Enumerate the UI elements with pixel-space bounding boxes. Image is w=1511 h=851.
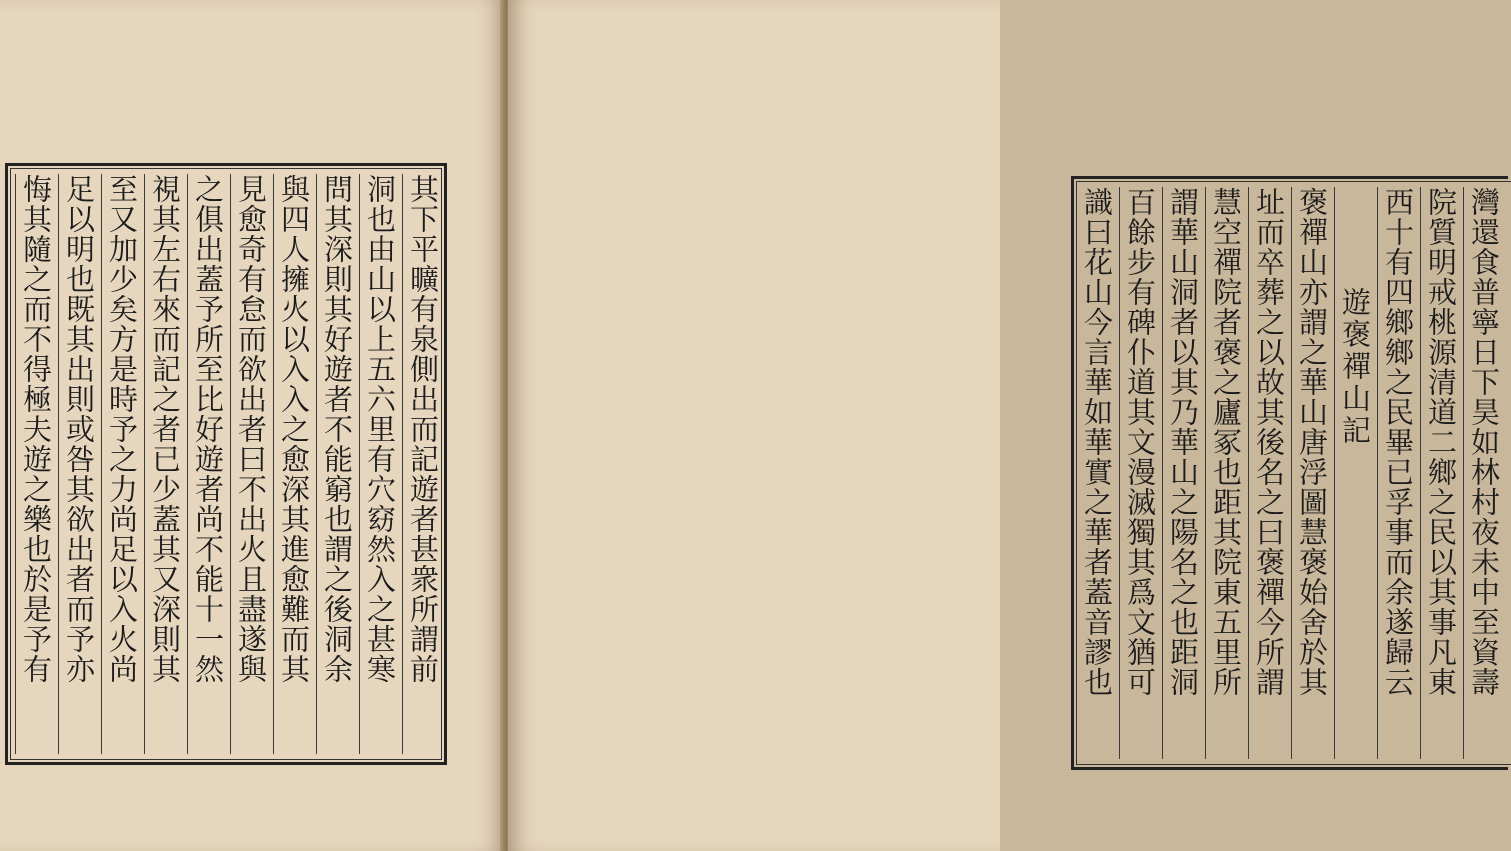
text-column: 與四人擁火以入入之愈深其進愈難而其 [273,174,314,754]
essay-title: 遊褒禪山記 [1334,187,1375,759]
text-column: 灣還食普寧日下昊如林村夜未中至資壽 [1463,187,1504,759]
left-text-frame [5,163,447,765]
text-column: 視其左右來而記之者已少蓋其又深則其 [144,174,185,754]
text-column: 之俱出蓋予所至比好遊者尚不能十一然 [187,174,228,754]
text-column: 西十有四鄉鄉之民畢已孚事而余遂歸云 [1377,187,1418,759]
text-column: 院質明戒桃源清道二鄉之民以其事凡東 [1420,187,1461,759]
text-column: 褒禪山亦謂之華山唐浮圖慧褒始舍於其 [1291,187,1332,759]
text-column: 見愈奇有怠而欲出者曰不出火且盡遂與 [230,174,271,754]
text-column: 悔其隨之而不得極夫遊之樂也於是予有 [15,174,56,754]
text-column: 址而卒葬之以故其後名之曰褒禪今所謂 [1248,187,1289,759]
text-column: 謂華山洞者以其乃華山之陽名之也距洞 [1162,187,1203,759]
text-column: 百餘步有碑仆道其文漫滅獨其爲文猶可 [1119,187,1160,759]
text-column: 至又加少矣方是時予之力尚足以入火尚 [101,174,142,754]
text-column: 問其深則其好遊者不能窮也謂之後洞余 [316,174,357,754]
right-page [508,0,1501,851]
right-text-frame [1071,176,1508,770]
left-page [0,0,505,851]
text-column: 慧空禪院者褒之廬冢也距其院東五里所 [1205,187,1246,759]
text-column: 足以明也既其出則或咎其欲出者而予亦 [58,174,99,754]
text-column: 洞也由山以上五六里有穴窈然入之甚寒 [359,174,400,754]
text-column: 其下平曠有泉側出而記遊者甚衆所謂前 [402,174,443,754]
text-column: 識曰花山今言華如華實之華者蓋音謬也 [1076,187,1117,759]
